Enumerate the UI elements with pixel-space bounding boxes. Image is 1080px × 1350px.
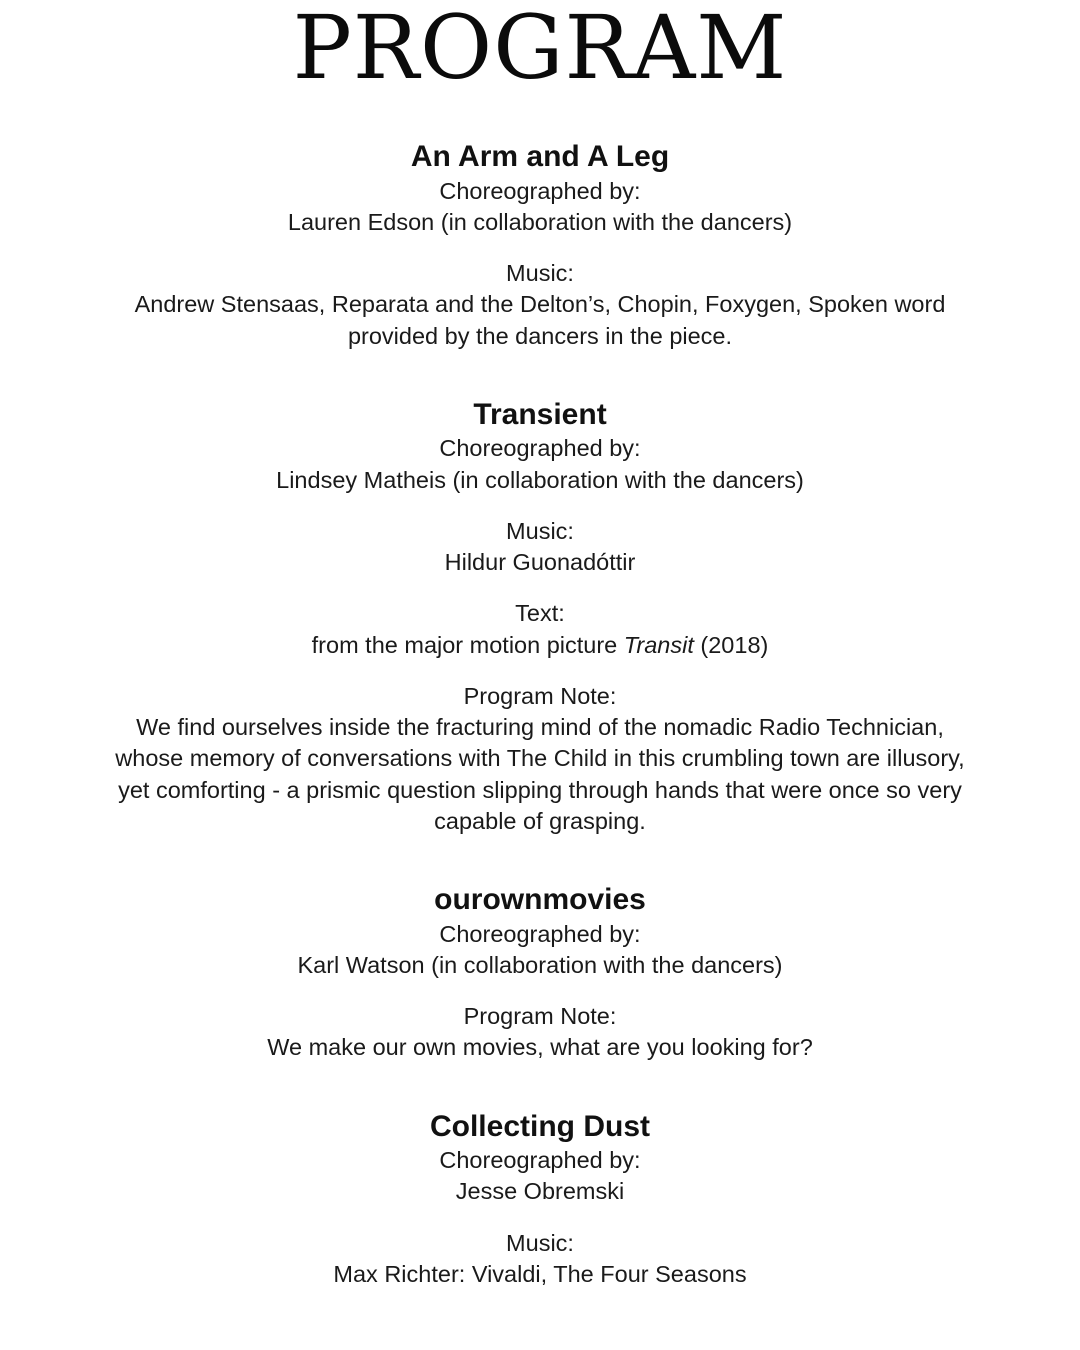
credit-label: Music: — [506, 260, 574, 286]
credit-body: Hildur Guonadóttir — [444, 549, 636, 575]
spacer — [58, 1064, 1022, 1108]
piece-title: An Arm and A Leg — [410, 140, 670, 173]
credit-label: Choreographed by: — [439, 177, 641, 204]
note-body: We find ourselves inside the fracturing mind of the nomadic Radio Technician, whose memory of conversations with The Child in this crumbling town are illusory, yet comforting - a prismic question slipping through hands that were once so very capable of grasping. — [115, 714, 965, 834]
credit-label: Choreographed by: — [439, 1147, 641, 1173]
program-piece-collecting-dust — [58, 1108, 1022, 1291]
credit-label: Music: — [506, 1229, 574, 1256]
spacer — [58, 578, 1022, 598]
piece-credit-choreographer — [90, 433, 990, 496]
credit-body-title: Transit — [623, 631, 694, 658]
credit-body: Jesse Obremski — [455, 1178, 625, 1205]
note-body: We make our own movies, what are you looking for? — [267, 1034, 813, 1061]
page-title: PROGRAM — [292, 0, 788, 99]
spacer — [58, 1208, 1022, 1228]
credit-body: Lindsey Matheis (in collaboration with the dancers) — [276, 466, 804, 493]
spacer — [58, 981, 1022, 1001]
credit-body: Karl Watson (in collaboration with the dancers) — [297, 951, 783, 978]
credit-body-pre: from the major motion picture — [311, 631, 624, 658]
credit-label: Text: — [515, 600, 565, 627]
piece-title: Collecting Dust — [429, 1109, 650, 1143]
spacer — [58, 496, 1022, 516]
program-piece-an-arm-and-a-leg — [58, 138, 1022, 352]
piece-credit-choreographer — [90, 919, 990, 982]
piece-credit-music — [90, 258, 990, 352]
credit-body: Andrew Stensaas, Reparata and the Delton’s, Chopin, Foxygen, Spoken word provided by the dancers in the piece. — [134, 291, 946, 349]
note-label: Program Note: — [463, 682, 617, 709]
piece-title: ourownmovies — [434, 883, 646, 916]
piece-credit-music — [90, 1228, 990, 1291]
credit-body: Lauren Edson (in collaboration with the dancers) — [287, 208, 793, 235]
piece-program-note — [105, 681, 975, 837]
piece-credit-music — [90, 516, 990, 579]
credit-body — [90, 630, 990, 661]
piece-title: Transient — [473, 397, 607, 431]
spacer — [58, 352, 1022, 396]
piece-program-note — [90, 1001, 990, 1064]
credit-label: Music: — [506, 517, 574, 544]
credit-body: Max Richter: Vivaldi, The Four Seasons — [333, 1260, 747, 1287]
program-piece-transient — [58, 396, 1022, 837]
program-piece-ourownmovies — [58, 881, 1022, 1064]
credit-body-post: (2018) — [693, 631, 769, 658]
spacer — [58, 661, 1022, 681]
credit-label: Choreographed by: — [439, 920, 641, 947]
credit-label: Choreographed by: — [439, 435, 641, 462]
piece-credit-choreographer — [90, 1145, 990, 1208]
spacer — [58, 837, 1022, 881]
spacer — [58, 238, 1022, 258]
note-label: Program Note: — [463, 1003, 617, 1029]
piece-credit-choreographer — [90, 176, 990, 239]
piece-credit-text — [90, 598, 990, 661]
